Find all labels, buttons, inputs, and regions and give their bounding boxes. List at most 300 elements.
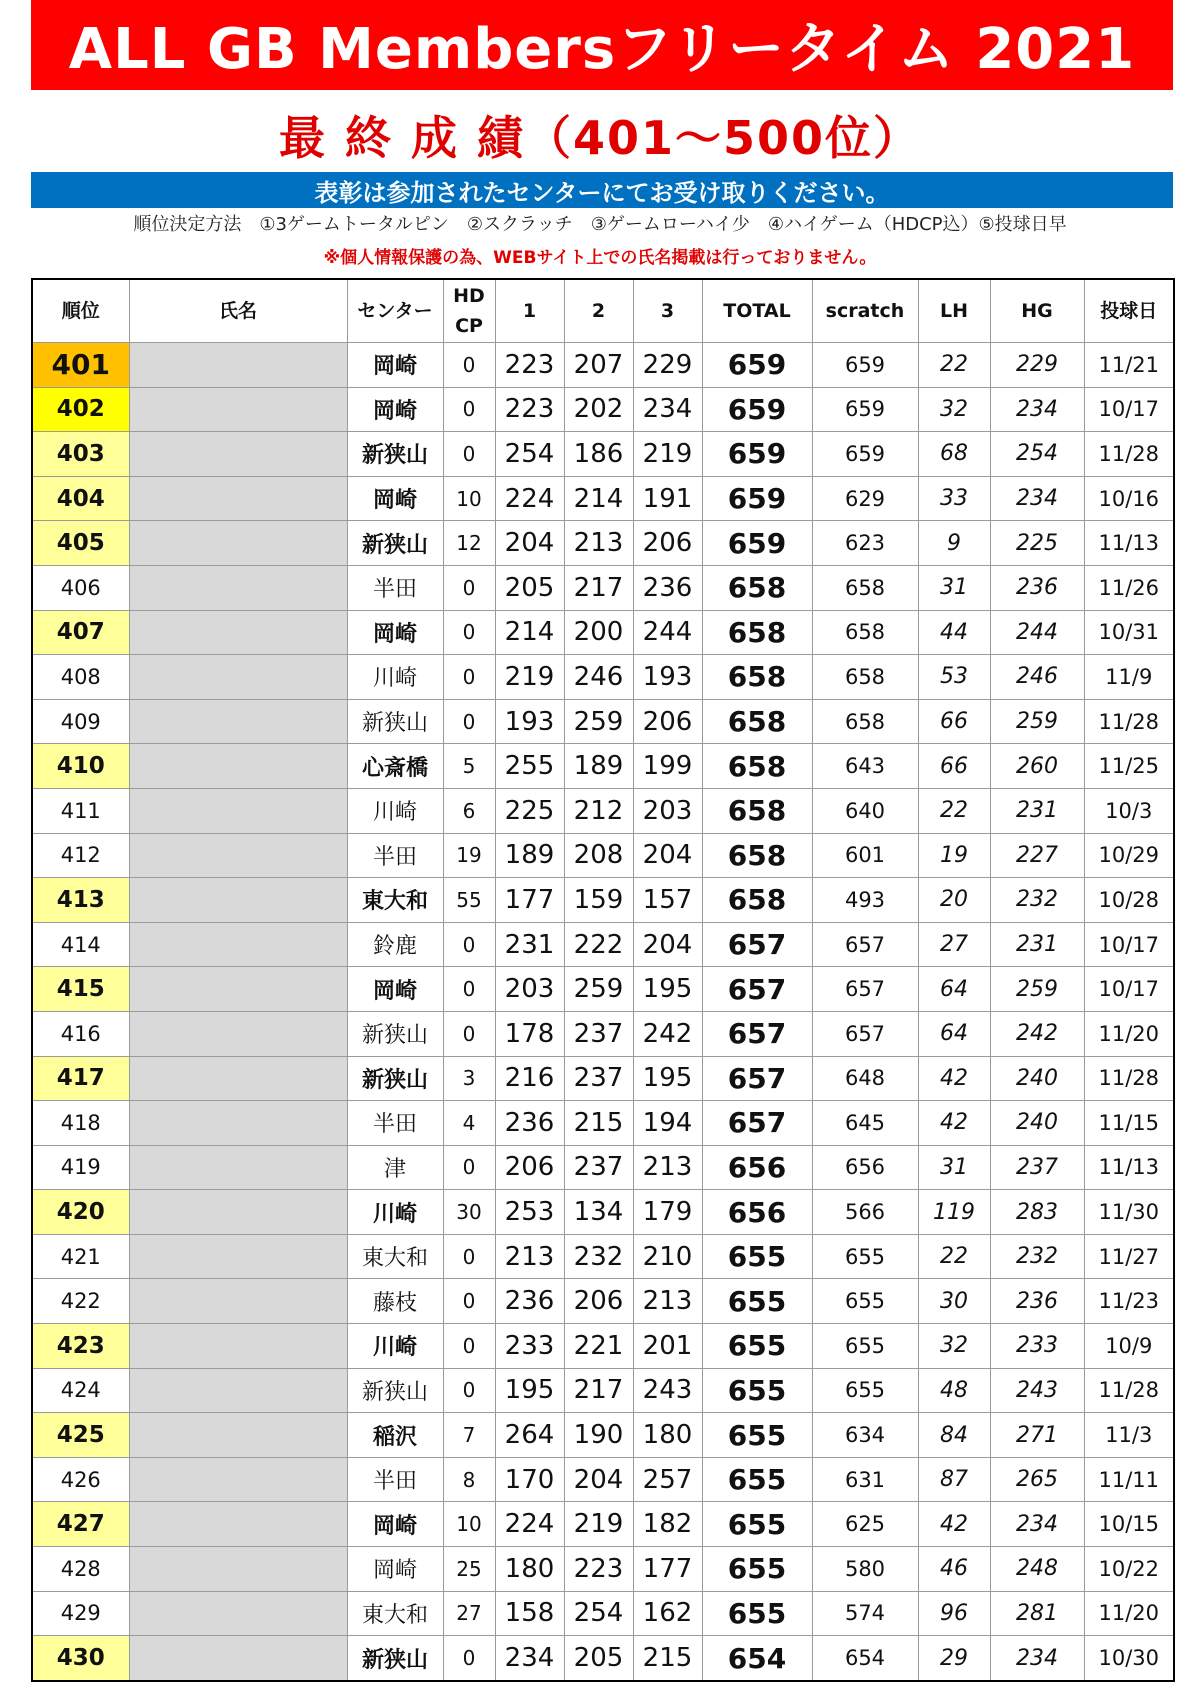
hdcp-cell: 0	[443, 922, 495, 967]
total-cell: 659	[702, 476, 812, 521]
center-cell: 新狭山	[347, 1056, 443, 1101]
total-cell: 656	[702, 1145, 812, 1190]
rank-cell: 418	[32, 1101, 129, 1146]
hdcp-cell: 5	[443, 744, 495, 789]
name-cell	[129, 387, 347, 432]
game-1-cell: 177	[495, 878, 564, 923]
date-cell: 11/26	[1084, 565, 1174, 610]
hg-cell: 283	[990, 1190, 1084, 1235]
table-row	[32, 878, 1174, 923]
scratch-cell: 580	[812, 1547, 918, 1592]
game-2-cell: 207	[564, 343, 633, 388]
hg-cell: 227	[990, 833, 1084, 878]
hg-cell: 234	[990, 1636, 1084, 1681]
total-cell: 655	[702, 1413, 812, 1458]
name-cell	[129, 1056, 347, 1101]
hdcp-cell: 0	[443, 699, 495, 744]
game-3-cell: 182	[633, 1502, 702, 1547]
center-cell: 藤枝	[347, 1279, 443, 1324]
game-2-cell: 259	[564, 967, 633, 1012]
hg-cell: 281	[990, 1591, 1084, 1636]
scratch-cell: 657	[812, 967, 918, 1012]
center-cell: 津	[347, 1145, 443, 1190]
rank-cell: 412	[32, 833, 129, 878]
header-date: 投球日	[1084, 279, 1174, 343]
date-cell: 11/27	[1084, 1234, 1174, 1279]
scratch-cell: 655	[812, 1324, 918, 1369]
total-cell: 657	[702, 1011, 812, 1056]
rank-cell: 430	[32, 1636, 129, 1681]
hg-cell: 232	[990, 1234, 1084, 1279]
date-cell: 11/9	[1084, 655, 1174, 700]
center-cell: 東大和	[347, 1234, 443, 1279]
lh-cell: 32	[918, 387, 990, 432]
name-cell	[129, 1502, 347, 1547]
game-3-cell: 219	[633, 432, 702, 477]
lh-cell: 119	[918, 1190, 990, 1235]
rank-cell: 424	[32, 1368, 129, 1413]
total-cell: 659	[702, 343, 812, 388]
game-2-cell: 212	[564, 788, 633, 833]
scratch-cell: 658	[812, 565, 918, 610]
header-game-1: 1	[495, 279, 564, 343]
name-cell	[129, 521, 347, 566]
total-cell: 659	[702, 521, 812, 566]
rank-cell: 405	[32, 521, 129, 566]
total-cell: 655	[702, 1547, 812, 1592]
game-2-cell: 215	[564, 1101, 633, 1146]
game-1-cell: 234	[495, 1636, 564, 1681]
total-cell: 658	[702, 878, 812, 923]
table-row	[32, 476, 1174, 521]
lh-cell: 64	[918, 1011, 990, 1056]
header-hdcp: HD CP	[443, 279, 495, 343]
center-cell: 岡崎	[347, 1547, 443, 1592]
hg-cell: 234	[990, 476, 1084, 521]
name-cell	[129, 1457, 347, 1502]
total-cell: 654	[702, 1636, 812, 1681]
hdcp-cell: 3	[443, 1056, 495, 1101]
header-scratch: scratch	[812, 279, 918, 343]
hdcp-cell: 8	[443, 1457, 495, 1502]
center-cell: 新狭山	[347, 699, 443, 744]
game-1-cell: 213	[495, 1234, 564, 1279]
hdcp-cell: 0	[443, 1368, 495, 1413]
hg-cell: 233	[990, 1324, 1084, 1369]
game-3-cell: 195	[633, 1056, 702, 1101]
rank-cell: 426	[32, 1457, 129, 1502]
total-cell: 655	[702, 1502, 812, 1547]
game-2-cell: 254	[564, 1591, 633, 1636]
total-cell: 658	[702, 744, 812, 789]
game-3-cell: 179	[633, 1190, 702, 1235]
hdcp-cell: 0	[443, 1145, 495, 1190]
total-cell: 657	[702, 967, 812, 1012]
total-cell: 659	[702, 387, 812, 432]
date-cell: 10/17	[1084, 967, 1174, 1012]
total-cell: 657	[702, 1056, 812, 1101]
total-cell: 655	[702, 1368, 812, 1413]
name-cell	[129, 967, 347, 1012]
name-cell	[129, 1636, 347, 1681]
header-center: センター	[347, 279, 443, 343]
scratch-cell: 625	[812, 1502, 918, 1547]
game-2-cell: 204	[564, 1457, 633, 1502]
center-cell: 川崎	[347, 1324, 443, 1369]
name-cell	[129, 1591, 347, 1636]
name-cell	[129, 1279, 347, 1324]
lh-cell: 19	[918, 833, 990, 878]
game-2-cell: 200	[564, 610, 633, 655]
table-row	[32, 565, 1174, 610]
game-1-cell: 219	[495, 655, 564, 700]
rank-cell: 408	[32, 655, 129, 700]
lh-cell: 32	[918, 1324, 990, 1369]
name-cell	[129, 1011, 347, 1056]
scratch-cell: 574	[812, 1591, 918, 1636]
table-row	[32, 833, 1174, 878]
lh-cell: 31	[918, 565, 990, 610]
scratch-cell: 654	[812, 1636, 918, 1681]
rank-cell: 409	[32, 699, 129, 744]
hg-cell: 246	[990, 655, 1084, 700]
scratch-cell: 623	[812, 521, 918, 566]
hg-cell: 242	[990, 1011, 1084, 1056]
total-cell: 656	[702, 1190, 812, 1235]
lh-cell: 30	[918, 1279, 990, 1324]
rank-cell: 428	[32, 1547, 129, 1592]
game-3-cell: 193	[633, 655, 702, 700]
game-3-cell: 191	[633, 476, 702, 521]
rank-cell: 423	[32, 1324, 129, 1369]
game-2-cell: 206	[564, 1279, 633, 1324]
table-row	[32, 744, 1174, 789]
game-1-cell: 224	[495, 476, 564, 521]
game-2-cell: 159	[564, 878, 633, 923]
name-cell	[129, 343, 347, 388]
center-cell: 半田	[347, 1101, 443, 1146]
game-2-cell: 219	[564, 1502, 633, 1547]
game-1-cell: 233	[495, 1324, 564, 1369]
game-1-cell: 231	[495, 922, 564, 967]
game-3-cell: 210	[633, 1234, 702, 1279]
game-1-cell: 204	[495, 521, 564, 566]
date-cell: 11/15	[1084, 1101, 1174, 1146]
table-row	[32, 610, 1174, 655]
header-hg: HG	[990, 279, 1084, 343]
hdcp-cell: 0	[443, 387, 495, 432]
hg-cell: 260	[990, 744, 1084, 789]
table-row	[32, 387, 1174, 432]
total-cell: 655	[702, 1457, 812, 1502]
lh-cell: 84	[918, 1413, 990, 1458]
header-total: TOTAL	[702, 279, 812, 343]
date-cell: 10/31	[1084, 610, 1174, 655]
hg-cell: 271	[990, 1413, 1084, 1458]
lh-cell: 31	[918, 1145, 990, 1190]
table-row	[32, 1368, 1174, 1413]
scratch-cell: 645	[812, 1101, 918, 1146]
date-cell: 10/17	[1084, 387, 1174, 432]
game-1-cell: 170	[495, 1457, 564, 1502]
total-cell: 655	[702, 1279, 812, 1324]
scratch-cell: 659	[812, 343, 918, 388]
rank-cell: 425	[32, 1413, 129, 1458]
name-cell	[129, 1413, 347, 1458]
center-cell: 心斎橋	[347, 744, 443, 789]
lh-cell: 29	[918, 1636, 990, 1681]
hdcp-cell: 0	[443, 565, 495, 610]
game-2-cell: 237	[564, 1056, 633, 1101]
game-2-cell: 221	[564, 1324, 633, 1369]
table-row	[32, 1234, 1174, 1279]
game-1-cell: 225	[495, 788, 564, 833]
scratch-cell: 656	[812, 1145, 918, 1190]
hdcp-cell: 0	[443, 432, 495, 477]
game-3-cell: 242	[633, 1011, 702, 1056]
header-name: 氏名	[129, 279, 347, 343]
game-2-cell: 190	[564, 1413, 633, 1458]
game-1-cell: 253	[495, 1190, 564, 1235]
scratch-cell: 655	[812, 1279, 918, 1324]
game-2-cell: 202	[564, 387, 633, 432]
table-row	[32, 432, 1174, 477]
game-2-cell: 205	[564, 1636, 633, 1681]
center-cell: 岡崎	[347, 343, 443, 388]
game-3-cell: 206	[633, 521, 702, 566]
game-3-cell: 204	[633, 922, 702, 967]
game-3-cell: 177	[633, 1547, 702, 1592]
hdcp-cell: 0	[443, 610, 495, 655]
date-cell: 11/20	[1084, 1011, 1174, 1056]
rank-cell: 403	[32, 432, 129, 477]
game-3-cell: 243	[633, 1368, 702, 1413]
lh-cell: 27	[918, 922, 990, 967]
lh-cell: 22	[918, 788, 990, 833]
hdcp-cell: 0	[443, 1279, 495, 1324]
game-2-cell: 223	[564, 1547, 633, 1592]
center-cell: 岡崎	[347, 610, 443, 655]
total-cell: 658	[702, 833, 812, 878]
game-2-cell: 222	[564, 922, 633, 967]
date-cell: 10/16	[1084, 476, 1174, 521]
total-cell: 657	[702, 922, 812, 967]
date-cell: 11/13	[1084, 1145, 1174, 1190]
date-cell: 10/3	[1084, 788, 1174, 833]
hg-cell: 234	[990, 387, 1084, 432]
hdcp-cell: 7	[443, 1413, 495, 1458]
rank-cell: 422	[32, 1279, 129, 1324]
lh-cell: 53	[918, 655, 990, 700]
page-subtitle: 最 終 成 績（401～500位）	[278, 111, 922, 165]
game-1-cell: 216	[495, 1056, 564, 1101]
hdcp-cell: 0	[443, 1324, 495, 1369]
table-row	[32, 1190, 1174, 1235]
hg-cell: 232	[990, 878, 1084, 923]
game-3-cell: 195	[633, 967, 702, 1012]
game-3-cell: 204	[633, 833, 702, 878]
date-cell: 11/3	[1084, 1413, 1174, 1458]
hg-cell: 265	[990, 1457, 1084, 1502]
game-1-cell: 205	[495, 565, 564, 610]
total-cell: 659	[702, 432, 812, 477]
lh-cell: 64	[918, 967, 990, 1012]
game-3-cell: 201	[633, 1324, 702, 1369]
hdcp-cell: 4	[443, 1101, 495, 1146]
scratch-cell: 640	[812, 788, 918, 833]
table-row	[32, 1413, 1174, 1458]
game-2-cell: 214	[564, 476, 633, 521]
game-1-cell: 195	[495, 1368, 564, 1413]
hdcp-cell: 0	[443, 655, 495, 700]
rank-cell: 406	[32, 565, 129, 610]
scratch-cell: 655	[812, 1368, 918, 1413]
total-cell: 655	[702, 1234, 812, 1279]
hdcp-cell: 10	[443, 476, 495, 521]
scratch-cell: 601	[812, 833, 918, 878]
hdcp-cell: 55	[443, 878, 495, 923]
hdcp-cell: 19	[443, 833, 495, 878]
date-cell: 11/23	[1084, 1279, 1174, 1324]
game-1-cell: 180	[495, 1547, 564, 1592]
rank-cell: 407	[32, 610, 129, 655]
scratch-cell: 566	[812, 1190, 918, 1235]
page-title-banner	[31, 0, 1173, 90]
name-cell	[129, 744, 347, 789]
lh-cell: 22	[918, 1234, 990, 1279]
date-cell: 10/17	[1084, 922, 1174, 967]
scratch-cell: 643	[812, 744, 918, 789]
date-cell: 11/25	[1084, 744, 1174, 789]
lh-cell: 20	[918, 878, 990, 923]
lh-cell: 9	[918, 521, 990, 566]
hdcp-cell: 10	[443, 1502, 495, 1547]
game-3-cell: 215	[633, 1636, 702, 1681]
scratch-cell: 629	[812, 476, 918, 521]
date-cell: 11/20	[1084, 1591, 1174, 1636]
table-row	[32, 788, 1174, 833]
game-2-cell: 213	[564, 521, 633, 566]
date-cell: 10/9	[1084, 1324, 1174, 1369]
hg-cell: 229	[990, 343, 1084, 388]
table-row	[32, 655, 1174, 700]
game-2-cell: 237	[564, 1145, 633, 1190]
game-2-cell: 237	[564, 1011, 633, 1056]
name-cell	[129, 655, 347, 700]
scratch-cell: 659	[812, 432, 918, 477]
rank-cell: 404	[32, 476, 129, 521]
scratch-cell: 657	[812, 1011, 918, 1056]
date-cell: 11/21	[1084, 343, 1174, 388]
rank-cell: 416	[32, 1011, 129, 1056]
game-3-cell: 206	[633, 699, 702, 744]
name-cell	[129, 610, 347, 655]
scratch-cell: 655	[812, 1234, 918, 1279]
table-row	[32, 1636, 1174, 1681]
game-2-cell: 259	[564, 699, 633, 744]
center-cell: 鈴鹿	[347, 922, 443, 967]
table-row	[32, 922, 1174, 967]
game-3-cell: 162	[633, 1591, 702, 1636]
hg-cell: 259	[990, 699, 1084, 744]
rank-cell: 413	[32, 878, 129, 923]
table-row	[32, 521, 1174, 566]
game-3-cell: 199	[633, 744, 702, 789]
hg-cell: 234	[990, 1502, 1084, 1547]
game-3-cell: 229	[633, 343, 702, 388]
game-1-cell: 224	[495, 1502, 564, 1547]
total-cell: 655	[702, 1324, 812, 1369]
date-cell: 10/29	[1084, 833, 1174, 878]
center-cell: 岡崎	[347, 1502, 443, 1547]
hg-cell: 248	[990, 1547, 1084, 1592]
name-cell	[129, 432, 347, 477]
name-cell	[129, 1547, 347, 1592]
game-1-cell: 158	[495, 1591, 564, 1636]
center-cell: 岡崎	[347, 476, 443, 521]
name-cell	[129, 833, 347, 878]
name-cell	[129, 1368, 347, 1413]
game-1-cell: 203	[495, 967, 564, 1012]
center-cell: 川崎	[347, 1190, 443, 1235]
hdcp-cell: 27	[443, 1591, 495, 1636]
name-cell	[129, 922, 347, 967]
hdcp-cell: 25	[443, 1547, 495, 1592]
name-cell	[129, 878, 347, 923]
total-cell: 658	[702, 565, 812, 610]
hdcp-cell: 6	[443, 788, 495, 833]
rank-cell: 419	[32, 1145, 129, 1190]
date-cell: 11/28	[1084, 699, 1174, 744]
lh-cell: 42	[918, 1502, 990, 1547]
privacy-note: ※個人情報保護の為、WEBサイト上での氏名掲載は行っておりません。	[323, 248, 877, 268]
hg-cell: 244	[990, 610, 1084, 655]
date-cell: 11/11	[1084, 1457, 1174, 1502]
game-1-cell: 223	[495, 387, 564, 432]
total-cell: 658	[702, 699, 812, 744]
hg-cell: 240	[990, 1056, 1084, 1101]
hg-cell: 259	[990, 967, 1084, 1012]
game-1-cell: 255	[495, 744, 564, 789]
game-1-cell: 214	[495, 610, 564, 655]
hg-cell: 225	[990, 521, 1084, 566]
table-row	[32, 1056, 1174, 1101]
hg-cell: 243	[990, 1368, 1084, 1413]
total-cell: 658	[702, 788, 812, 833]
center-cell: 半田	[347, 1457, 443, 1502]
center-cell: 新狭山	[347, 1636, 443, 1681]
header-game-3: 3	[633, 279, 702, 343]
game-1-cell: 223	[495, 343, 564, 388]
hg-cell: 236	[990, 565, 1084, 610]
rank-cell: 420	[32, 1190, 129, 1235]
scratch-cell: 658	[812, 610, 918, 655]
game-2-cell: 134	[564, 1190, 633, 1235]
table-row	[32, 1502, 1174, 1547]
header-lh: LH	[918, 279, 990, 343]
date-cell: 10/30	[1084, 1636, 1174, 1681]
hdcp-cell: 0	[443, 1234, 495, 1279]
date-cell: 11/28	[1084, 432, 1174, 477]
scratch-cell: 493	[812, 878, 918, 923]
rank-cell: 414	[32, 922, 129, 967]
name-cell	[129, 1234, 347, 1279]
date-cell: 11/28	[1084, 1368, 1174, 1413]
rank-cell: 401	[32, 343, 129, 388]
center-cell: 新狭山	[347, 1011, 443, 1056]
center-cell: 半田	[347, 565, 443, 610]
table-row	[32, 967, 1174, 1012]
